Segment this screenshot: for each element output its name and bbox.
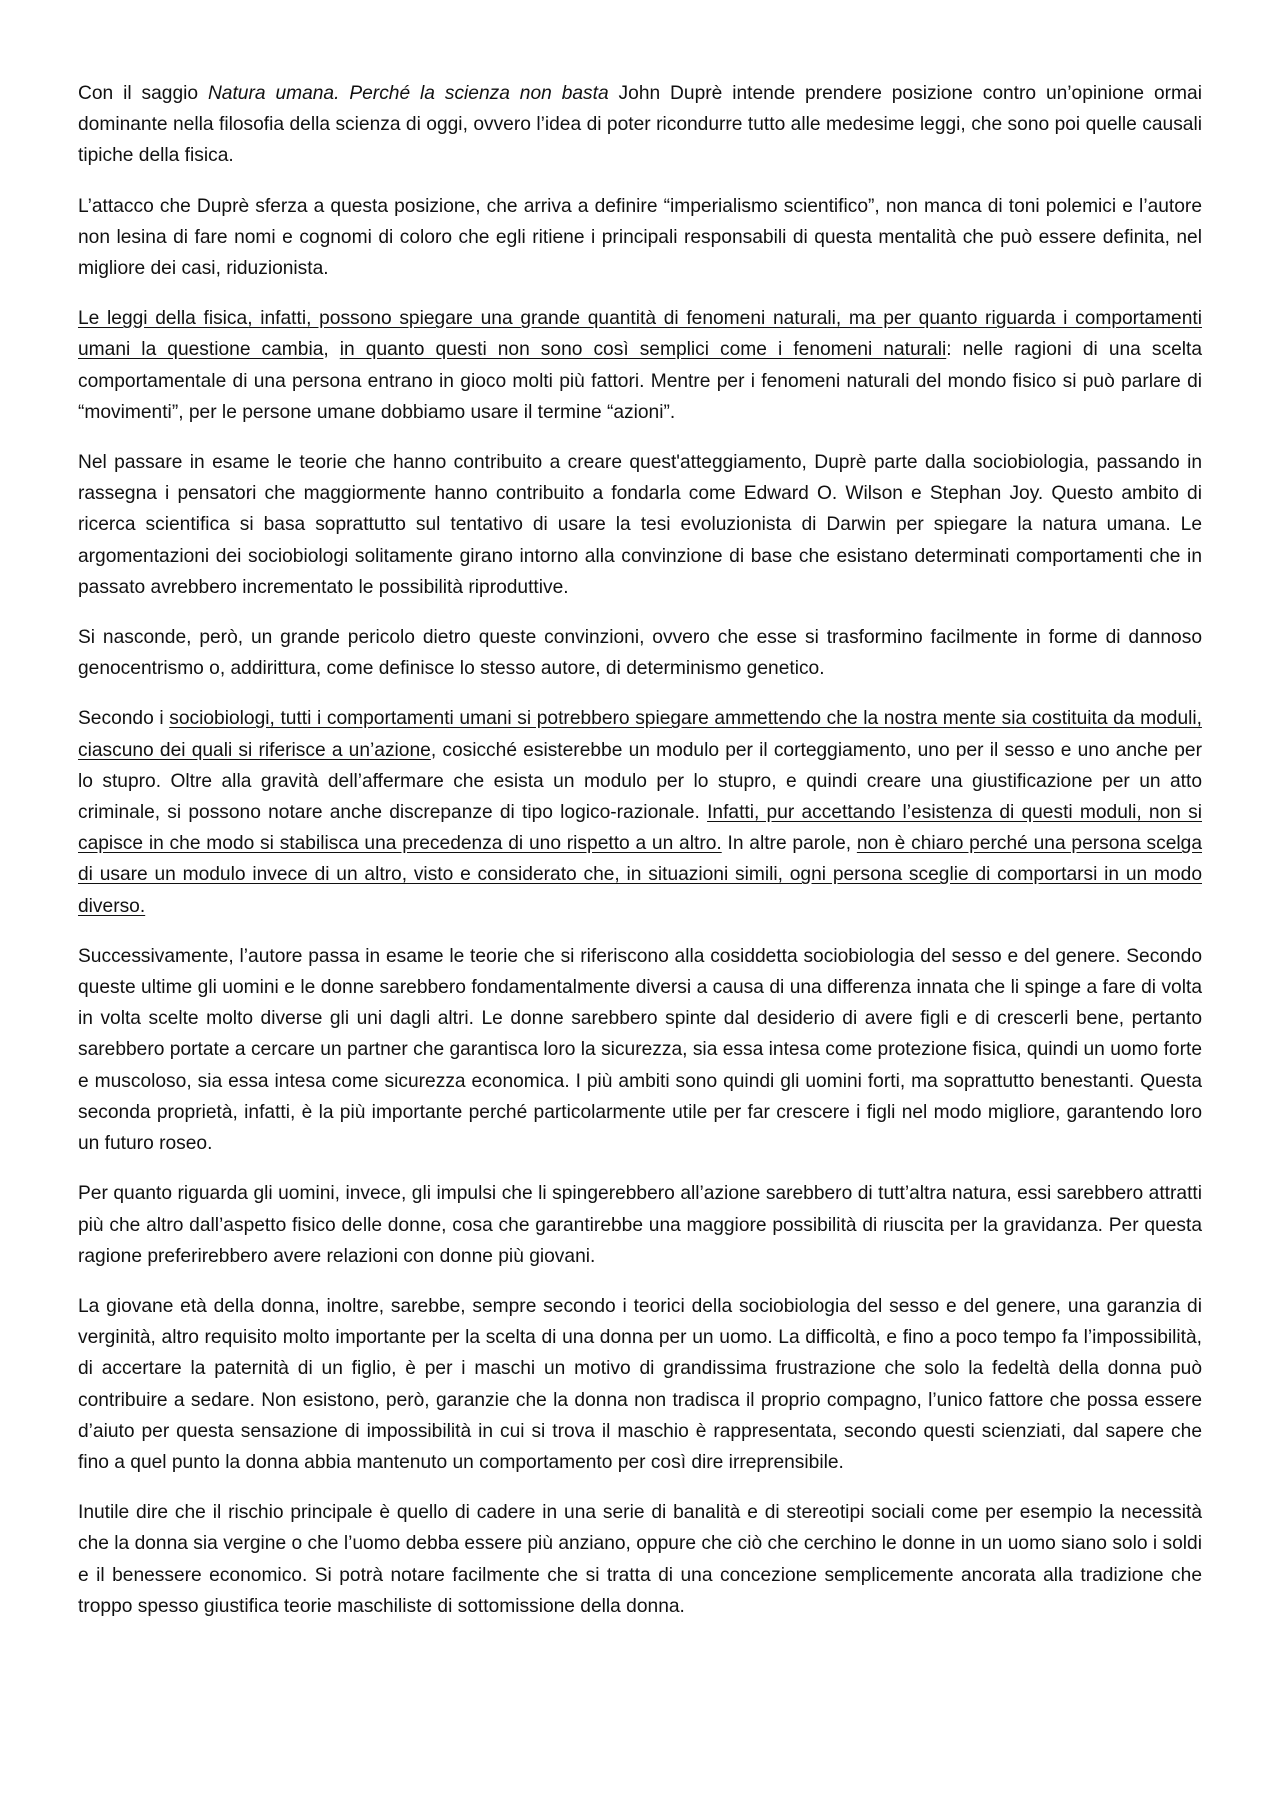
paragraph-7: Successivamente, l’autore passa in esame le teorie che si riferiscono alla cosiddetta sociobiologia del sesso e del genere. Secondo queste ultime gli uomini e le donne sarebbero fondamentalmente diversi a causa di una differenza innata che li spinge a fare di volta in volta scelte molto diverse gli uni dagli altri. Le donne sarebbero spinte dal desiderio di avere figli e di crescerli bene, pertanto sarebbero portate a cercare un partner che garantisca loro la sicurezza, sia essa intesa come protezione fisica, quindi un uomo forte e muscoloso, sia essa intesa come sicurezza economica. I più ambiti sono quindi gli uomini forti, ma soprattutto benestanti. Questa seconda proprietà, infatti, è la più importante perché particolarmente utile per far crescere i figli nel modo migliore, garantendo loro un futuro roseo. bbox=[78, 945, 1202, 1155]
paragraph-6-text: Secondo i bbox=[78, 708, 170, 730]
paragraph-1 bbox=[78, 78, 1202, 172]
paragraph-1-intro: Con il saggio bbox=[78, 83, 208, 104]
paragraph-3-text: : nelle ragioni di una scelta comportamentale di una persona entrano in gioco molti più fattori. Mentre per i fenomeni naturali del mondo fisico si può parlare di “movimenti”, per le persone umane dobbiamo usare il termine “azioni”. bbox=[78, 339, 1202, 423]
paragraph-9: La giovane età della donna, inoltre, sarebbe, sempre secondo i teorici della sociobiologia del sesso e del genere, una garanzia di verginità, altro requisito molto importante per la scelta di una donna per un uomo. La difficoltà, e fino a poco tempo fa l’impossibilità, di accertare la paternità di un figlio, è per i maschi un motivo di grandissima frustrazione che solo la fedeltà della donna può contribuire a sedare. Non esistono, però, garanzie che la donna non tradisca il proprio compagno, l’unico fattore che possa essere d’aiuto per questa sensazione di impossibilità in cui si trova il maschio è rappresentata, secondo questi scienziati, dal sapere che fino a quel punto la donna abbia mantenuto un comportamento per così dire irreprensibile. bbox=[78, 1295, 1202, 1473]
paragraph-5: Si nasconde, però, un grande pericolo dietro queste convinzioni, ovvero che esse si trasformino facilmente in forme di dannoso genocentrismo o, addirittura, come definisce lo stesso autore, di determinismo genetico. bbox=[78, 627, 1202, 680]
paragraph-2: L’attacco che Duprè sferza a questa posizione, che arriva a definire “imperialismo scientifico”, non manca di toni polemici e l’autore non lesina di fare nomi e cognomi di coloro che egli ritiene i principali responsabili di questa mentalità che può essere definita, nel migliore dei casi, riduzionista. bbox=[78, 195, 1202, 280]
underlined-passage: Infatti, pur accettando l’esistenza di questi moduli, non si capisce in che modo si stabilisca una precedenza di uno rispetto a un altro. bbox=[78, 802, 1202, 855]
paragraph-10: Inutile dire che il rischio principale è quello di cadere in una serie di banalità e di stereotipi sociali come per esempio la necessità che la donna sia vergine o che l’uomo debba essere più anziano, oppure che ciò che cerchino le donne in un uomo siano solo i soldi e il benessere economico. Si potrà notare facilmente che si tratta di una concezione semplicemente ancorata alla tradizione che troppo spesso giustifica teorie maschiliste di sottomissione della donna. bbox=[78, 1502, 1202, 1617]
paragraph-4: Nel passare in esame le teorie che hanno contribuito a creare quest'atteggiamento, Duprè parte dalla sociobiologia, passando in rassegna i pensatori che maggiormente hanno contribuito a fondarla come Edward O. Wilson e Stephan Joy. Questo ambito di ricerca scientifica si basa soprattutto sul tentativo di usare la tesi evoluzionista di Darwin per spiegare la natura umana. Le argomentazioni dei sociobiologi solitamente girano intorno alla convinzione di base che esistano determinati comportamenti che in passato avrebbero incrementato le possibilità riproduttive. bbox=[78, 452, 1202, 598]
paragraph-1-body: John Duprè intende prendere posizione contro un’opinione ormai dominante nella filosofia della scienza di oggi, ovvero l’idea di poter ricondurre tutto alle medesime leggi, che sono poi quelle causali tipiche della fisica. bbox=[78, 83, 1202, 167]
paragraph-6-text: , cosicché esisterebbe un modulo per il corteggiamento, uno per il sesso e uno anche per lo stupro. Oltre alla gravità dell’affermare che esista un modulo per lo stupro, e quindi creare una giustificazione per un atto criminale, si possono notare anche discrepanze di tipo logico-razionale. bbox=[78, 739, 1202, 824]
paragraph-6 bbox=[78, 703, 1202, 921]
underlined-passage: Le leggi della fisica, infatti, possono spiegare una grande quantità di fenomeni naturali, ma per quanto riguarda i comportamenti umani la questione cambia bbox=[78, 308, 1202, 361]
paragraph-3-text: , bbox=[323, 339, 340, 361]
book-title: Natura umana. Perché la scienza non basta bbox=[207, 83, 609, 104]
paragraph-3 bbox=[78, 303, 1202, 428]
underlined-passage: non è chiaro perché una persona scelga di usare un modulo invece di un altro, visto e considerato che, in situazioni simili, ogni persona sceglie di comportarsi in un modo diverso. bbox=[78, 833, 1202, 917]
paragraph-6-text: In altre parole, bbox=[721, 833, 857, 855]
underlined-passage: sociobiologi, tutti i comportamenti umani si potrebbero spiegare ammettendo che la nostra mente sia costituita da moduli, ciascuno dei quali si riferisce a un’azione bbox=[78, 708, 1202, 761]
paragraph-8: Per quanto riguarda gli uomini, invece, gli impulsi che li spingerebbero all’azione sarebbero di tutt’altra natura, essi sarebbero attratti più che altro dall’aspetto fisico delle donne, cosa che garantirebbe una maggiore possibilità di riuscita per la gravidanza. Per questa ragione preferirebbero avere relazioni con donne più giovani. bbox=[78, 1183, 1202, 1267]
underlined-passage: in quanto questi non sono così semplici come i fenomeni naturali bbox=[339, 339, 947, 361]
